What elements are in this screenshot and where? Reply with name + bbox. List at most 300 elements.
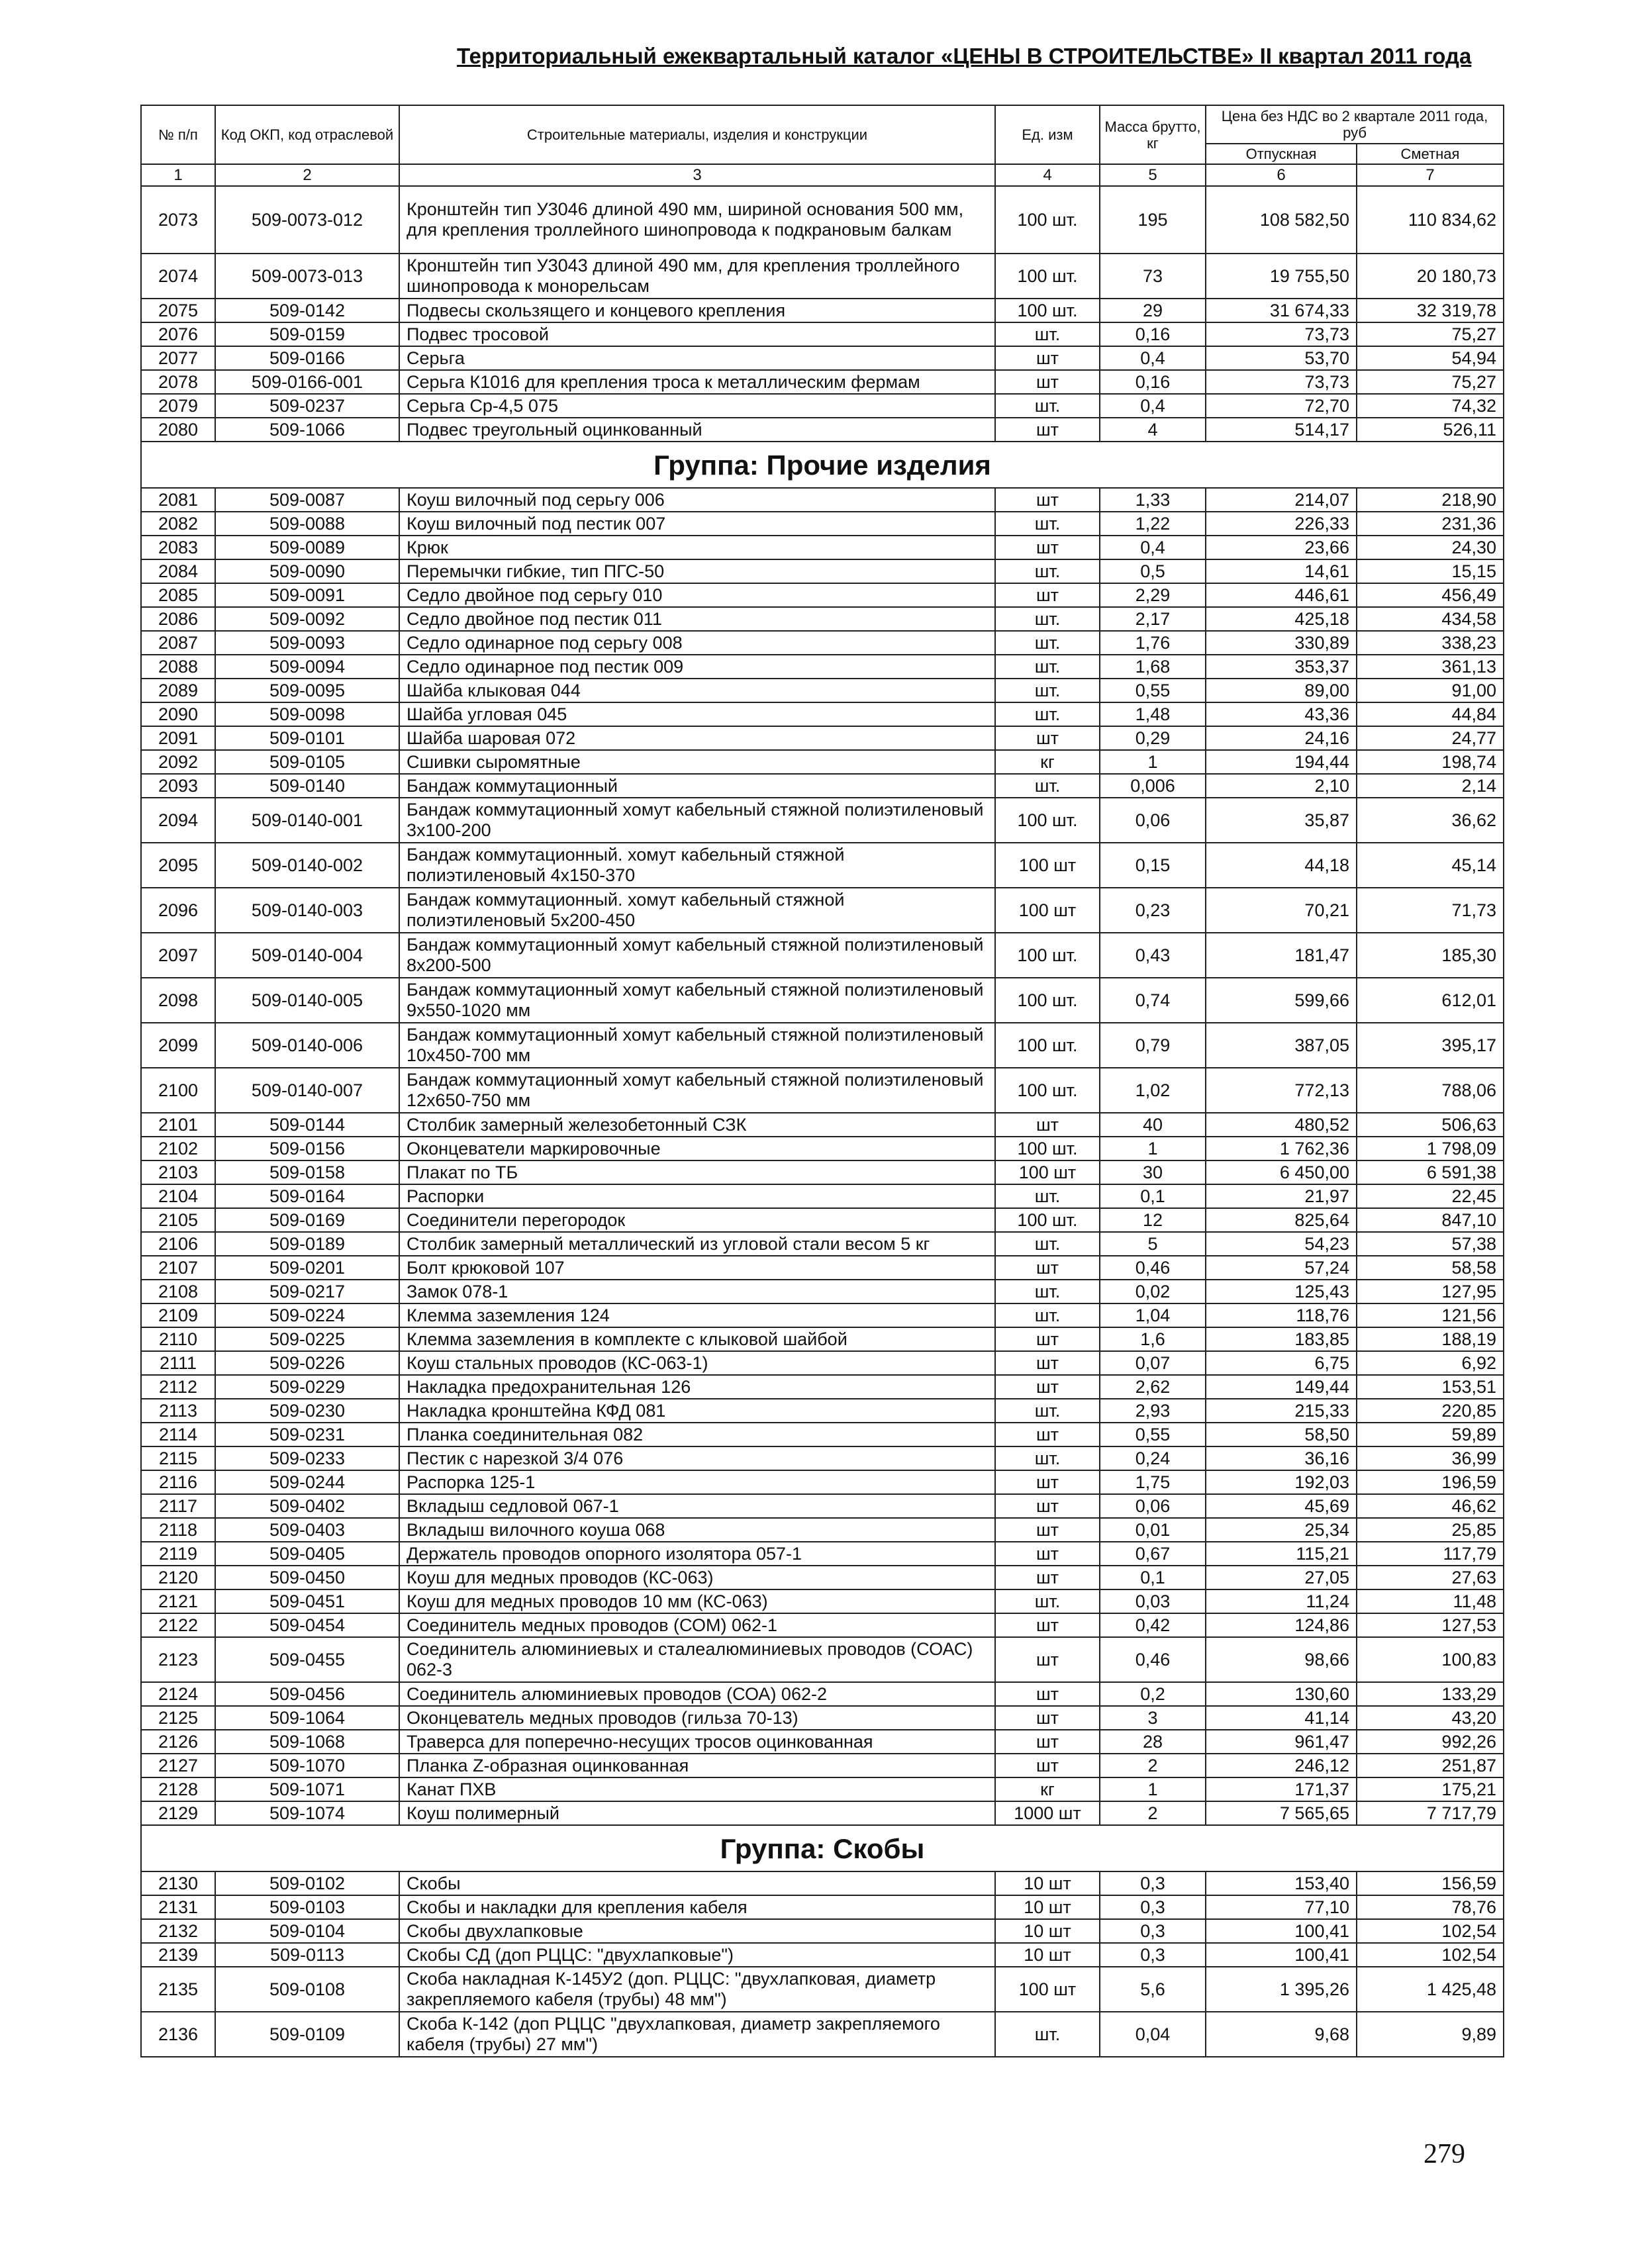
row-name: Сшивки сыромятные bbox=[399, 750, 995, 774]
row-mass: 0,4 bbox=[1100, 536, 1206, 559]
table-row bbox=[141, 726, 1504, 750]
row-code: 509-0104 bbox=[215, 1919, 399, 1943]
row-mass: 0,3 bbox=[1100, 1943, 1206, 1967]
row-price-estimate: 54,94 bbox=[1357, 346, 1504, 370]
row-unit: шт bbox=[995, 1470, 1100, 1494]
row-mass: 40 bbox=[1100, 1113, 1206, 1137]
row-code: 509-0164 bbox=[215, 1184, 399, 1208]
row-name: Подвесы скользящего и концевого крепления bbox=[399, 299, 995, 322]
table-row bbox=[141, 299, 1504, 322]
row-number: 2100 bbox=[141, 1068, 215, 1113]
row-number: 2085 bbox=[141, 583, 215, 607]
row-price-estimate: 58,58 bbox=[1357, 1256, 1504, 1280]
row-unit: шт. bbox=[995, 1184, 1100, 1208]
row-price-estimate: 127,53 bbox=[1357, 1613, 1504, 1637]
row-price-estimate: 100,83 bbox=[1357, 1637, 1504, 1682]
row-unit: шт bbox=[995, 1706, 1100, 1730]
table-row bbox=[141, 1871, 1504, 1895]
row-mass: 2,93 bbox=[1100, 1399, 1206, 1423]
row-price-estimate: 57,38 bbox=[1357, 1232, 1504, 1256]
row-price-wholesale: 961,47 bbox=[1206, 1730, 1357, 1754]
row-unit: шт. bbox=[995, 2012, 1100, 2057]
row-price-wholesale: 54,23 bbox=[1206, 1232, 1357, 1256]
row-price-wholesale: 6,75 bbox=[1206, 1351, 1357, 1375]
table-row bbox=[141, 1919, 1504, 1943]
row-name: Вкладыш седловой 067-1 bbox=[399, 1494, 995, 1518]
row-number: 2111 bbox=[141, 1351, 215, 1375]
row-code: 509-0405 bbox=[215, 1542, 399, 1566]
row-number: 2073 bbox=[141, 186, 215, 254]
row-mass: 0,42 bbox=[1100, 1613, 1206, 1637]
table-row bbox=[141, 1399, 1504, 1423]
row-code: 509-0456 bbox=[215, 1682, 399, 1706]
row-unit: шт. bbox=[995, 679, 1100, 702]
row-name: Столбик замерный металлический из угловой стали весом 5 кг bbox=[399, 1232, 995, 1256]
table-row bbox=[141, 774, 1504, 798]
row-mass: 5 bbox=[1100, 1232, 1206, 1256]
row-unit: 100 шт bbox=[995, 1967, 1100, 2012]
row-price-estimate: 612,01 bbox=[1357, 978, 1504, 1023]
row-price-wholesale: 1 762,36 bbox=[1206, 1137, 1357, 1160]
row-price-wholesale: 108 582,50 bbox=[1206, 186, 1357, 254]
row-mass: 0,3 bbox=[1100, 1919, 1206, 1943]
row-name: Накладка предохранительная 126 bbox=[399, 1375, 995, 1399]
col-index: 1 bbox=[141, 164, 215, 186]
row-price-estimate: 175,21 bbox=[1357, 1777, 1504, 1801]
col-header-code: Код ОКП, код отраслевой bbox=[215, 105, 399, 164]
row-mass: 0,16 bbox=[1100, 370, 1206, 394]
row-unit: шт. bbox=[995, 774, 1100, 798]
table-row bbox=[141, 702, 1504, 726]
row-number: 2077 bbox=[141, 346, 215, 370]
row-price-wholesale: 226,33 bbox=[1206, 512, 1357, 536]
row-mass: 3 bbox=[1100, 1706, 1206, 1730]
row-number: 2094 bbox=[141, 798, 215, 843]
row-number: 2091 bbox=[141, 726, 215, 750]
row-number: 2095 bbox=[141, 843, 215, 888]
row-unit: 100 шт. bbox=[995, 186, 1100, 254]
row-name: Оконцеватели маркировочные bbox=[399, 1137, 995, 1160]
row-number: 2116 bbox=[141, 1470, 215, 1494]
row-price-wholesale: 45,69 bbox=[1206, 1494, 1357, 1518]
row-price-estimate: 36,62 bbox=[1357, 798, 1504, 843]
row-mass: 5,6 bbox=[1100, 1967, 1206, 2012]
row-number: 2118 bbox=[141, 1518, 215, 1542]
row-number: 2129 bbox=[141, 1801, 215, 1825]
row-code: 509-0073-013 bbox=[215, 254, 399, 299]
row-name: Скоба К-142 (доп РЦЦС "двухлапковая, диаметр закрепляемого кабеля (трубы) 27 мм") bbox=[399, 2012, 995, 2057]
table-row bbox=[141, 1967, 1504, 2012]
row-price-wholesale: 35,87 bbox=[1206, 798, 1357, 843]
row-name: Скоба накладная К-145У2 (доп. РЦЦС: "двухлапковая, диаметр закрепляемого кабеля (трубы) 48 мм") bbox=[399, 1967, 995, 2012]
row-name: Накладка кронштейна КФД 081 bbox=[399, 1399, 995, 1423]
row-price-estimate: 15,15 bbox=[1357, 559, 1504, 583]
table-row bbox=[141, 322, 1504, 346]
row-unit: 100 шт. bbox=[995, 1023, 1100, 1068]
row-price-estimate: 75,27 bbox=[1357, 370, 1504, 394]
row-price-estimate: 156,59 bbox=[1357, 1871, 1504, 1895]
table-row bbox=[141, 418, 1504, 442]
row-name: Соединители перегородок bbox=[399, 1208, 995, 1232]
row-name: Замок 078-1 bbox=[399, 1280, 995, 1303]
row-unit: 100 шт. bbox=[995, 254, 1100, 299]
row-name: Шайба клыковая 044 bbox=[399, 679, 995, 702]
row-name: Седло одинарное под серьгу 008 bbox=[399, 631, 995, 655]
row-code: 509-0109 bbox=[215, 2012, 399, 2057]
row-price-wholesale: 44,18 bbox=[1206, 843, 1357, 888]
table-row bbox=[141, 631, 1504, 655]
row-price-estimate: 71,73 bbox=[1357, 888, 1504, 933]
row-unit: кг bbox=[995, 750, 1100, 774]
row-code: 509-0169 bbox=[215, 1208, 399, 1232]
row-unit: шт. bbox=[995, 322, 1100, 346]
row-number: 2125 bbox=[141, 1706, 215, 1730]
row-mass: 0,55 bbox=[1100, 679, 1206, 702]
row-price-estimate: 188,19 bbox=[1357, 1327, 1504, 1351]
row-number: 2084 bbox=[141, 559, 215, 583]
row-unit: шт. bbox=[995, 1446, 1100, 1470]
col-index: 5 bbox=[1100, 164, 1206, 186]
row-price-wholesale: 27,05 bbox=[1206, 1566, 1357, 1589]
table-row bbox=[141, 1160, 1504, 1184]
col-index: 6 bbox=[1206, 164, 1357, 186]
row-unit: шт bbox=[995, 536, 1100, 559]
row-code: 509-0224 bbox=[215, 1303, 399, 1327]
row-price-estimate: 153,51 bbox=[1357, 1375, 1504, 1399]
row-price-estimate: 2,14 bbox=[1357, 774, 1504, 798]
row-price-wholesale: 153,40 bbox=[1206, 1871, 1357, 1895]
row-number: 2126 bbox=[141, 1730, 215, 1754]
row-price-wholesale: 73,73 bbox=[1206, 322, 1357, 346]
row-price-wholesale: 1 395,26 bbox=[1206, 1967, 1357, 2012]
row-price-wholesale: 194,44 bbox=[1206, 750, 1357, 774]
row-name: Подвес треугольный оцинкованный bbox=[399, 418, 995, 442]
row-name: Бандаж коммутационный хомут кабельный стяжной полиэтиленовый 10х450-700 мм bbox=[399, 1023, 995, 1068]
row-name: Седло двойное под пестик 011 bbox=[399, 607, 995, 631]
row-name: Серьга Ср-4,5 075 bbox=[399, 394, 995, 418]
row-unit: шт. bbox=[995, 702, 1100, 726]
row-name: Плакат по ТБ bbox=[399, 1160, 995, 1184]
row-name: Вкладыш вилочного коуша 068 bbox=[399, 1518, 995, 1542]
row-number: 2079 bbox=[141, 394, 215, 418]
table-row bbox=[141, 1943, 1504, 1967]
row-price-wholesale: 6 450,00 bbox=[1206, 1160, 1357, 1184]
row-mass: 0,43 bbox=[1100, 933, 1206, 978]
row-name: Скобы двухлапковые bbox=[399, 1919, 995, 1943]
table-row bbox=[141, 1446, 1504, 1470]
row-mass: 0,29 bbox=[1100, 726, 1206, 750]
row-name: Пестик с нарезкой 3/4 076 bbox=[399, 1446, 995, 1470]
row-unit: шт. bbox=[995, 655, 1100, 679]
row-unit: шт bbox=[995, 726, 1100, 750]
row-number: 2080 bbox=[141, 418, 215, 442]
row-unit: шт. bbox=[995, 1303, 1100, 1327]
row-code: 509-0140-001 bbox=[215, 798, 399, 843]
row-name: Шайба шаровая 072 bbox=[399, 726, 995, 750]
row-code: 509-0092 bbox=[215, 607, 399, 631]
row-unit: шт. bbox=[995, 1399, 1100, 1423]
row-price-estimate: 6 591,38 bbox=[1357, 1160, 1504, 1184]
table-row bbox=[141, 1730, 1504, 1754]
table-row bbox=[141, 1423, 1504, 1446]
row-name: Оконцеватель медных проводов (гильза 70-13) bbox=[399, 1706, 995, 1730]
row-number: 2120 bbox=[141, 1566, 215, 1589]
row-code: 509-0093 bbox=[215, 631, 399, 655]
row-unit: шт bbox=[995, 1518, 1100, 1542]
row-price-wholesale: 825,64 bbox=[1206, 1208, 1357, 1232]
row-number: 2106 bbox=[141, 1232, 215, 1256]
row-code: 509-0201 bbox=[215, 1256, 399, 1280]
row-code: 509-0091 bbox=[215, 583, 399, 607]
table-row bbox=[141, 559, 1504, 583]
row-number: 2115 bbox=[141, 1446, 215, 1470]
row-code: 509-0140-007 bbox=[215, 1068, 399, 1113]
row-price-wholesale: 192,03 bbox=[1206, 1470, 1357, 1494]
row-price-estimate: 25,85 bbox=[1357, 1518, 1504, 1542]
row-number: 2136 bbox=[141, 2012, 215, 2057]
row-code: 509-0094 bbox=[215, 655, 399, 679]
row-price-estimate: 198,74 bbox=[1357, 750, 1504, 774]
row-number: 2097 bbox=[141, 933, 215, 978]
row-code: 509-0073-012 bbox=[215, 186, 399, 254]
table-row bbox=[141, 1232, 1504, 1256]
row-name: Соединитель алюминиевых и сталеалюминиевых проводов (СОАС) 062-3 bbox=[399, 1637, 995, 1682]
row-name: Бандаж коммутационный хомут кабельный стяжной полиэтиленовый 8х200-500 bbox=[399, 933, 995, 978]
row-code: 509-1064 bbox=[215, 1706, 399, 1730]
section-c bbox=[141, 1871, 1504, 2057]
row-mass: 0,1 bbox=[1100, 1184, 1206, 1208]
row-mass: 1,68 bbox=[1100, 655, 1206, 679]
row-number: 2121 bbox=[141, 1589, 215, 1613]
row-number: 2098 bbox=[141, 978, 215, 1023]
row-price-wholesale: 330,89 bbox=[1206, 631, 1357, 655]
row-number: 2090 bbox=[141, 702, 215, 726]
row-name: Канат ПХВ bbox=[399, 1777, 995, 1801]
row-price-wholesale: 25,34 bbox=[1206, 1518, 1357, 1542]
table-row bbox=[141, 1280, 1504, 1303]
table-row bbox=[141, 1518, 1504, 1542]
row-mass: 0,3 bbox=[1100, 1871, 1206, 1895]
row-price-wholesale: 43,36 bbox=[1206, 702, 1357, 726]
row-number: 2128 bbox=[141, 1777, 215, 1801]
col-header-price: Цена без НДС во 2 квартале 2011 года, руб bbox=[1206, 105, 1504, 144]
row-price-wholesale: 118,76 bbox=[1206, 1303, 1357, 1327]
row-mass: 1,33 bbox=[1100, 488, 1206, 512]
table-row bbox=[141, 655, 1504, 679]
row-unit: шт. bbox=[995, 512, 1100, 536]
row-unit: шт bbox=[995, 1566, 1100, 1589]
table-row bbox=[141, 254, 1504, 299]
row-code: 509-0455 bbox=[215, 1637, 399, 1682]
row-code: 509-0158 bbox=[215, 1160, 399, 1184]
row-price-estimate: 46,62 bbox=[1357, 1494, 1504, 1518]
table-row bbox=[141, 750, 1504, 774]
row-number: 2076 bbox=[141, 322, 215, 346]
row-number: 2110 bbox=[141, 1327, 215, 1351]
table-row bbox=[141, 607, 1504, 631]
row-unit: шт bbox=[995, 1754, 1100, 1777]
row-price-estimate: 32 319,78 bbox=[1357, 299, 1504, 322]
row-mass: 0,006 bbox=[1100, 774, 1206, 798]
row-name: Коуш для медных проводов 10 мм (КС-063) bbox=[399, 1589, 995, 1613]
row-number: 2103 bbox=[141, 1160, 215, 1184]
row-mass: 2,29 bbox=[1100, 583, 1206, 607]
row-mass: 2 bbox=[1100, 1754, 1206, 1777]
row-price-estimate: 434,58 bbox=[1357, 607, 1504, 631]
row-number: 2104 bbox=[141, 1184, 215, 1208]
row-number: 2108 bbox=[141, 1280, 215, 1303]
table-row bbox=[141, 1137, 1504, 1160]
row-name: Бандаж коммутационный. хомут кабельный стяжной полиэтиленовый 4х150-370 bbox=[399, 843, 995, 888]
row-price-estimate: 45,14 bbox=[1357, 843, 1504, 888]
row-number: 2075 bbox=[141, 299, 215, 322]
row-mass: 0,5 bbox=[1100, 559, 1206, 583]
row-mass: 0,24 bbox=[1100, 1446, 1206, 1470]
row-price-wholesale: 7 565,65 bbox=[1206, 1801, 1357, 1825]
row-price-estimate: 74,32 bbox=[1357, 394, 1504, 418]
row-code: 509-0217 bbox=[215, 1280, 399, 1303]
row-price-wholesale: 72,70 bbox=[1206, 394, 1357, 418]
row-mass: 28 bbox=[1100, 1730, 1206, 1754]
row-price-estimate: 11,48 bbox=[1357, 1589, 1504, 1613]
table-row bbox=[141, 888, 1504, 933]
row-price-estimate: 110 834,62 bbox=[1357, 186, 1504, 254]
row-code: 509-0229 bbox=[215, 1375, 399, 1399]
row-unit: кг bbox=[995, 1777, 1100, 1801]
row-number: 2089 bbox=[141, 679, 215, 702]
row-price-wholesale: 41,14 bbox=[1206, 1706, 1357, 1730]
row-unit: шт bbox=[995, 488, 1100, 512]
row-price-estimate: 456,49 bbox=[1357, 583, 1504, 607]
row-price-estimate: 251,87 bbox=[1357, 1754, 1504, 1777]
row-code: 509-1070 bbox=[215, 1754, 399, 1777]
row-code: 509-0231 bbox=[215, 1423, 399, 1446]
table-row bbox=[141, 1801, 1504, 1825]
row-price-wholesale: 89,00 bbox=[1206, 679, 1357, 702]
row-price-wholesale: 171,37 bbox=[1206, 1777, 1357, 1801]
row-price-wholesale: 181,47 bbox=[1206, 933, 1357, 978]
row-code: 509-0095 bbox=[215, 679, 399, 702]
row-mass: 1 bbox=[1100, 1777, 1206, 1801]
row-price-wholesale: 58,50 bbox=[1206, 1423, 1357, 1446]
row-price-estimate: 75,27 bbox=[1357, 322, 1504, 346]
row-unit: шт bbox=[995, 370, 1100, 394]
row-price-wholesale: 24,16 bbox=[1206, 726, 1357, 750]
row-code: 509-0166 bbox=[215, 346, 399, 370]
row-number: 2101 bbox=[141, 1113, 215, 1137]
row-code: 509-0108 bbox=[215, 1967, 399, 2012]
row-price-estimate: 102,54 bbox=[1357, 1919, 1504, 1943]
row-unit: шт. bbox=[995, 394, 1100, 418]
row-code: 509-0101 bbox=[215, 726, 399, 750]
group-row bbox=[141, 1825, 1504, 1871]
row-unit: шт bbox=[995, 1494, 1100, 1518]
col-header-wholesale: Отпускная bbox=[1206, 144, 1357, 164]
row-mass: 73 bbox=[1100, 254, 1206, 299]
row-code: 509-0103 bbox=[215, 1895, 399, 1919]
table-row bbox=[141, 1327, 1504, 1351]
row-name: Бандаж коммутационный хомут кабельный стяжной полиэтиленовый 3х100-200 bbox=[399, 798, 995, 843]
row-price-estimate: 91,00 bbox=[1357, 679, 1504, 702]
row-code: 509-0166-001 bbox=[215, 370, 399, 394]
row-mass: 0,4 bbox=[1100, 346, 1206, 370]
row-name: Коуш полимерный bbox=[399, 1801, 995, 1825]
row-number: 2127 bbox=[141, 1754, 215, 1777]
row-name: Планка соединительная 082 bbox=[399, 1423, 995, 1446]
row-price-estimate: 395,17 bbox=[1357, 1023, 1504, 1068]
table-row bbox=[141, 370, 1504, 394]
row-number: 2074 bbox=[141, 254, 215, 299]
row-mass: 1,75 bbox=[1100, 1470, 1206, 1494]
row-price-estimate: 133,29 bbox=[1357, 1682, 1504, 1706]
row-price-wholesale: 125,43 bbox=[1206, 1280, 1357, 1303]
group-heading-brackets: Группа: Скобы bbox=[141, 1825, 1504, 1871]
row-number: 2117 bbox=[141, 1494, 215, 1518]
row-name: Скобы СД (доп РЦЦС: "двухлапковые") bbox=[399, 1943, 995, 1967]
row-unit: шт. bbox=[995, 1232, 1100, 1256]
row-price-estimate: 9,89 bbox=[1357, 2012, 1504, 2057]
table-row bbox=[141, 1613, 1504, 1637]
row-number: 2083 bbox=[141, 536, 215, 559]
row-name: Болт крюковой 107 bbox=[399, 1256, 995, 1280]
row-mass: 0,46 bbox=[1100, 1256, 1206, 1280]
row-price-estimate: 185,30 bbox=[1357, 933, 1504, 978]
table-row bbox=[141, 346, 1504, 370]
row-mass: 0,06 bbox=[1100, 1494, 1206, 1518]
row-price-wholesale: 14,61 bbox=[1206, 559, 1357, 583]
col-header-estimate: Сметная bbox=[1357, 144, 1504, 164]
row-code: 509-0089 bbox=[215, 536, 399, 559]
row-unit: шт. bbox=[995, 631, 1100, 655]
row-number: 2102 bbox=[141, 1137, 215, 1160]
row-code: 509-0454 bbox=[215, 1613, 399, 1637]
row-mass: 1,02 bbox=[1100, 1068, 1206, 1113]
page-number: 279 bbox=[1424, 2139, 1465, 2169]
row-price-wholesale: 19 755,50 bbox=[1206, 254, 1357, 299]
row-number: 2105 bbox=[141, 1208, 215, 1232]
row-number: 2119 bbox=[141, 1542, 215, 1566]
row-price-wholesale: 480,52 bbox=[1206, 1113, 1357, 1137]
row-unit: 10 шт bbox=[995, 1895, 1100, 1919]
row-unit: 100 шт. bbox=[995, 299, 1100, 322]
table-row bbox=[141, 1256, 1504, 1280]
row-price-wholesale: 214,07 bbox=[1206, 488, 1357, 512]
row-number: 2087 bbox=[141, 631, 215, 655]
row-name: Кронштейн тип У3043 длиной 490 мм, для крепления троллейного шинопровода к монорельсам bbox=[399, 254, 995, 299]
row-price-wholesale: 115,21 bbox=[1206, 1542, 1357, 1566]
table-row bbox=[141, 1706, 1504, 1730]
table-row bbox=[141, 1068, 1504, 1113]
row-name: Распорка 125-1 bbox=[399, 1470, 995, 1494]
row-unit: 10 шт bbox=[995, 1871, 1100, 1895]
row-name: Перемычки гибкие, тип ПГС-50 bbox=[399, 559, 995, 583]
row-unit: шт bbox=[995, 583, 1100, 607]
col-index: 3 bbox=[399, 164, 995, 186]
row-price-estimate: 526,11 bbox=[1357, 418, 1504, 442]
row-name: Крюк bbox=[399, 536, 995, 559]
table-row bbox=[141, 1895, 1504, 1919]
table-row bbox=[141, 512, 1504, 536]
row-number: 2093 bbox=[141, 774, 215, 798]
row-mass: 30 bbox=[1100, 1160, 1206, 1184]
row-price-estimate: 196,59 bbox=[1357, 1470, 1504, 1494]
row-code: 509-0233 bbox=[215, 1446, 399, 1470]
row-mass: 1,22 bbox=[1100, 512, 1206, 536]
row-code: 509-0105 bbox=[215, 750, 399, 774]
row-price-wholesale: 11,24 bbox=[1206, 1589, 1357, 1613]
row-price-estimate: 27,63 bbox=[1357, 1566, 1504, 1589]
row-price-estimate: 992,26 bbox=[1357, 1730, 1504, 1754]
